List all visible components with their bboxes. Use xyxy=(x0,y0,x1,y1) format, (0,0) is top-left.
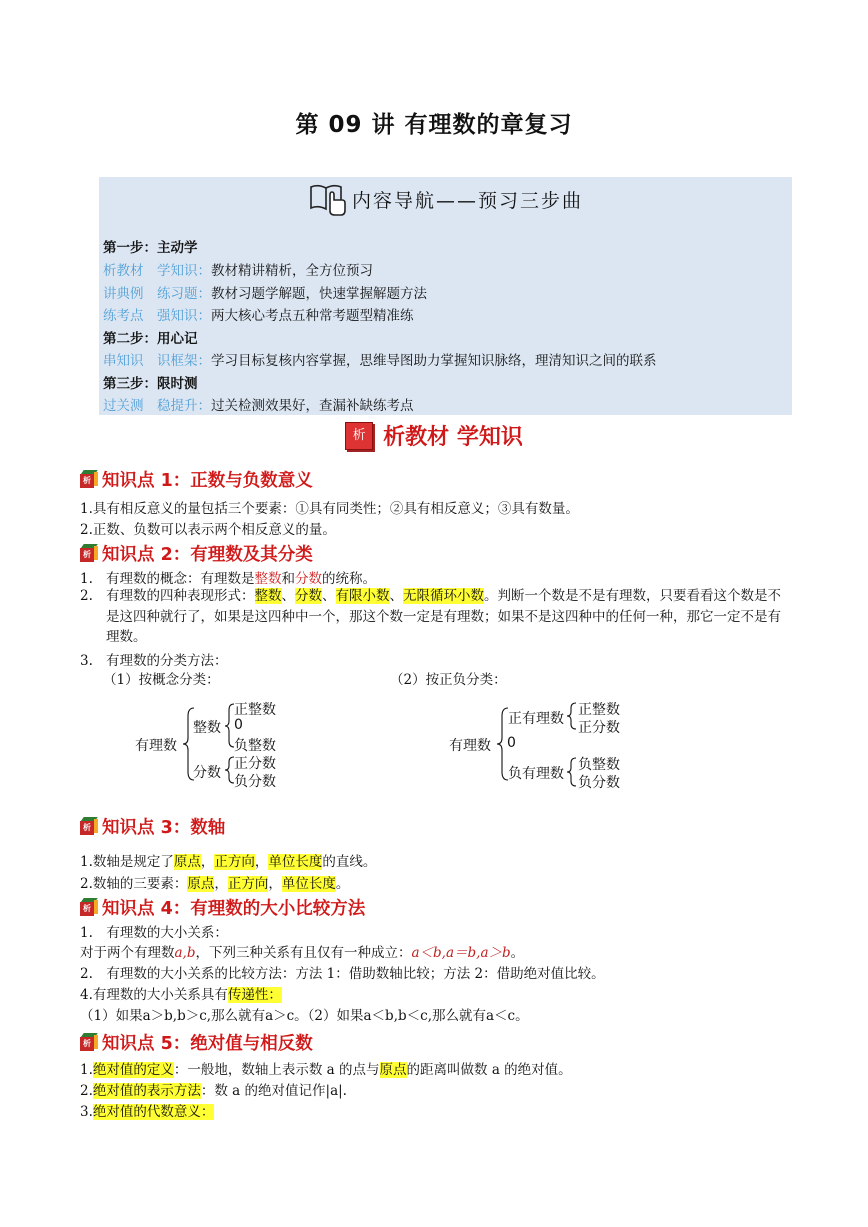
tree1-positive-fraction: 正分数 xyxy=(234,756,276,772)
kp4-l2-relations: a＜b,a＝b,a＞b xyxy=(411,945,511,961)
cube-icon xyxy=(80,544,98,562)
kp3-sep: ， xyxy=(214,876,228,892)
tree2-negative-rational: 负有理数 xyxy=(508,766,564,782)
tree1-root: 有理数 xyxy=(135,738,177,754)
nav-row-4 xyxy=(103,349,657,369)
kp2-item-2 xyxy=(80,586,790,648)
kp2-sub-1: （1）按概念分类： xyxy=(103,672,220,688)
nav-step-3: 第三步：限时测 xyxy=(103,376,198,392)
item-number: 3. xyxy=(80,1104,93,1120)
kp5-l3-colon: ： xyxy=(200,1104,215,1120)
kp5-l1-end: 的距离叫做数 a 的绝对值。 xyxy=(406,1062,572,1078)
kp2-i2-repeating-decimal: 无限循环小数 xyxy=(403,588,484,604)
book-hand-icon xyxy=(308,181,348,222)
kp3-sep: ， xyxy=(200,854,215,870)
kp4-line-3: 2. 有理数的大小关系的比较方法：方法 1：借助数轴比较；方法 2：借助绝对值比较。 xyxy=(80,966,605,982)
kp2-i1-text: 有理数的概念：有理数是 xyxy=(106,571,255,587)
kp2-sub-2: （2）按正负分类： xyxy=(390,672,507,688)
kp2-i1-integer: 整数 xyxy=(254,571,282,587)
nav-row-2 xyxy=(103,282,427,302)
nav-row-5-key: 过关测 稳提升： xyxy=(103,398,211,414)
kp2-item-3 xyxy=(80,649,228,669)
nav-row-3 xyxy=(103,304,414,324)
nav-row-1-text: 教材精讲精析，全方位预习 xyxy=(211,263,373,279)
kp4-l4-text: 4.有理数的大小关系具有 xyxy=(80,987,228,1003)
item-number: 3. xyxy=(80,653,93,669)
cube-icon xyxy=(80,817,98,835)
content-navigation-box xyxy=(99,177,792,415)
kp2-i2-sep: 、 xyxy=(281,588,295,604)
nav-row-5 xyxy=(103,394,414,414)
nav-step-1: 第一步：主动学 xyxy=(103,240,198,256)
tree2-root: 有理数 xyxy=(449,738,491,754)
kp5-line-2 xyxy=(80,1079,347,1099)
cube-icon xyxy=(80,1033,98,1051)
kp4-line-2 xyxy=(80,941,524,961)
tree1-negative-fraction: 负分数 xyxy=(234,774,276,790)
nav-row-4-text: 学习目标复核内容掌握，思维导图助力掌握知识脉络，理清知识之间的联系 xyxy=(211,353,657,369)
kp5-l2-term: 绝对值的表示方法 xyxy=(92,1083,201,1099)
kp3-l1-direction: 正方向 xyxy=(214,854,255,870)
kp4-line-5: （1）如果a＞b,b＞c,那么就有a＞c。（2）如果a＜b,b＜c,那么就有a＜c。 xyxy=(80,1008,529,1024)
kp3-l1-unit: 单位长度 xyxy=(268,854,323,870)
item-number: 2. xyxy=(80,1083,93,1099)
kp2-i1-end: 的统称。 xyxy=(322,571,376,587)
kp2-i3-text: 有理数的分类方法： xyxy=(106,653,228,669)
kp4-l2-text2: ，下列三种关系有且仅有一种成立： xyxy=(195,945,412,961)
item-number: 1. xyxy=(80,1062,93,1078)
kp3-heading xyxy=(80,814,225,839)
tree2-positive-rational: 正有理数 xyxy=(508,711,564,727)
kp4-line-1: 1. 有理数的大小关系： xyxy=(80,925,228,941)
kp2-i2-sep: 、 xyxy=(389,588,403,604)
kp2-title: 知识点 2：有理数及其分类 xyxy=(102,545,313,565)
nav-row-4-key: 串知识 识框架： xyxy=(103,353,211,369)
nav-row-2-key: 讲典例 练习题： xyxy=(103,286,211,302)
kp4-line-4 xyxy=(80,983,282,1003)
kp5-line-3 xyxy=(80,1100,214,1120)
tree2-positive-fraction: 正分数 xyxy=(578,720,620,736)
tree1-zero: 0 xyxy=(234,717,243,733)
kp4-title: 知识点 4：有理数的大小比较方法 xyxy=(102,899,366,919)
section-banner xyxy=(0,420,868,451)
kp2-i2-rest: 。判断一个数是不是有理数，只要看看这个数是不是这四种就行了，如果是这四种中一个，那这个数一定是有理数；如果不是这四种中的任何一种，那它一定不是有理数。 xyxy=(106,588,781,645)
tree1-positive-integer: 正整数 xyxy=(234,702,276,718)
kp1-line-2: 2.正数、负数可以表示两个相反意义的量。 xyxy=(80,522,336,538)
kp4-l4-transitivity: 传递性 xyxy=(227,987,269,1003)
tree2-negative-fraction: 负分数 xyxy=(578,775,620,791)
nav-row-3-text: 两大核心考点五种常考题型精准练 xyxy=(211,308,414,324)
kp3-sep: ， xyxy=(254,854,269,870)
cube-icon xyxy=(80,898,98,916)
kp3-l1-text: 1.数轴是规定了 xyxy=(80,854,174,870)
tree1-fraction: 分数 xyxy=(193,765,221,781)
cube-glyph: 析 xyxy=(83,476,91,485)
item-number: 2. xyxy=(80,588,93,604)
kp2-i2-sep: 、 xyxy=(322,588,336,604)
kp3-l2-origin: 原点 xyxy=(187,876,215,892)
tree1-integer: 整数 xyxy=(193,720,221,736)
tree2-zero: 0 xyxy=(507,735,516,751)
kp3-title: 知识点 3：数轴 xyxy=(102,818,226,838)
kp3-l2-unit: 单位长度 xyxy=(281,876,336,892)
kp3-l2-direction: 正方向 xyxy=(227,876,269,892)
kp1-line-1: 1.具有相反意义的量包括三个要素：①具有同类性；②具有相反意义；③具有数量。 xyxy=(80,501,579,517)
kp5-l2-text: ：数 a 的绝对值记作|a|. xyxy=(200,1083,347,1099)
kp2-i2-integer: 整数 xyxy=(254,588,282,604)
kp2-i1-fraction: 分数 xyxy=(295,571,322,587)
nav-row-3-key: 练考点 强知识： xyxy=(103,308,211,324)
item-number: 1. xyxy=(80,571,93,587)
cube-glyph: 析 xyxy=(83,550,91,559)
cube-glyph: 析 xyxy=(83,823,91,832)
kp2-i1-and: 和 xyxy=(281,571,295,587)
kp3-l2-end: 。 xyxy=(335,876,350,892)
kp3-l1-end: 的直线。 xyxy=(322,854,377,870)
kp1-heading xyxy=(80,467,313,492)
tree1-negative-integer: 负整数 xyxy=(234,738,276,754)
kp3-line-1 xyxy=(80,850,376,870)
kp5-l3-term: 绝对值的代数意义 xyxy=(92,1104,201,1120)
kp3-sep: ， xyxy=(268,876,282,892)
kp5-title: 知识点 5：绝对值与相反数 xyxy=(102,1034,313,1054)
kp2-i2-fraction: 分数 xyxy=(295,588,322,604)
cube-glyph: 析 xyxy=(83,904,91,913)
kp5-line-1 xyxy=(80,1058,572,1078)
nav-row-2-text: 教材习题学解题，快速掌握解题方法 xyxy=(211,286,427,302)
nav-step-2: 第二步：用心记 xyxy=(103,331,198,347)
nav-row-1-key: 析教材 学知识： xyxy=(103,263,211,279)
kp2-heading xyxy=(80,541,313,566)
cube-icon xyxy=(80,470,98,488)
kp4-l2-vars: a,b xyxy=(174,945,196,961)
nav-row-1 xyxy=(103,259,373,279)
nav-header-text: 内容导航——预习三步曲 xyxy=(351,190,583,212)
kp1-title: 知识点 1：正数与负数意义 xyxy=(102,471,313,491)
kp4-l2-text: 对于两个有理数 xyxy=(80,945,175,961)
kp3-l1-origin: 原点 xyxy=(173,854,201,870)
kp3-line-2 xyxy=(80,872,349,892)
tree2-positive-integer: 正整数 xyxy=(578,702,620,718)
tree2-negative-integer: 负整数 xyxy=(578,757,620,773)
kp2-item-1 xyxy=(80,567,376,587)
kp5-l1-text: ：一般地，数轴上表示数 a 的点与 xyxy=(173,1062,380,1078)
nav-header xyxy=(99,181,792,222)
kp3-l2-text: 2.数轴的三要素： xyxy=(80,876,188,892)
kp2-i2-text: 有理数的四种表现形式： xyxy=(106,588,255,604)
page-title: 第 09 讲 有理数的章复习 xyxy=(295,112,573,138)
section-banner-text: 析教材 学知识 xyxy=(383,425,523,450)
kp4-l4-colon: ： xyxy=(268,987,282,1003)
kp5-l1-term: 绝对值的定义 xyxy=(92,1062,174,1078)
kp4-l2-end: 。 xyxy=(510,945,525,961)
kp5-heading xyxy=(80,1030,313,1055)
kp2-i2-finite-decimal: 有限小数 xyxy=(335,588,390,604)
kp5-l1-origin: 原点 xyxy=(379,1062,407,1078)
kp4-heading xyxy=(80,895,365,920)
cube-glyph: 析 xyxy=(83,1039,91,1048)
analysis-badge-icon: 析 xyxy=(345,422,373,450)
nav-row-5-text: 过关检测效果好，查漏补缺练考点 xyxy=(211,398,414,414)
